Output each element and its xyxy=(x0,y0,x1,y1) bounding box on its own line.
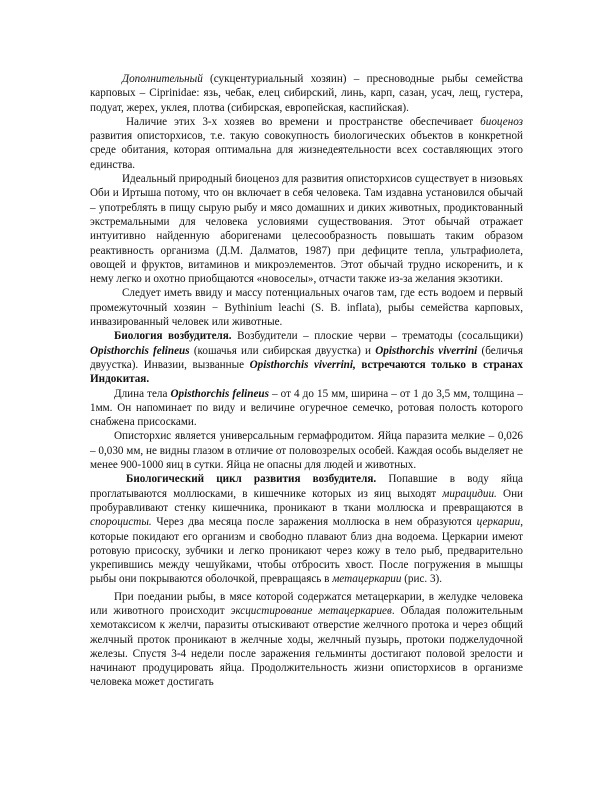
paragraph-text: Наличие этих 3-х хозяев во времени и пространстве обеспечивает xyxy=(126,115,481,128)
paragraph-text: Следует иметь ввиду и массу потенциальных очагов там, где есть водоем и первый промежуточный хозяин − Bythinium leachi (S. B. inflata), рыбы семейства карповых, инвазированный человек или животные. xyxy=(90,287,523,329)
term-metacercariae: метацеркарии xyxy=(332,573,402,586)
paragraph-life-cycle xyxy=(90,472,523,586)
paragraph-text: Возбудители – плоские черви – трематоды (сосальщики) xyxy=(231,330,523,343)
paragraph-text: Они пробуравливают стенку кишечника, проникают в ткани моллюска и превращаются в xyxy=(90,487,523,514)
paragraph-additional-host xyxy=(90,72,523,115)
species-viverrini: Opisthorchis viverrini xyxy=(375,344,478,357)
paragraph-ideal-biocenosis xyxy=(90,172,523,286)
bold-text: встречаются только в странах Индокитая. xyxy=(90,358,524,386)
paragraph-text: Описторхис является универсальным гермафродитом. Яйца паразита мелкие – 0,026 – 0,030 мм, не видны глазом в отличие от половозрелых особей. Каждая особь выделяет не менее 900-1000 яиц в сутки. Яйца не опасны для людей и животных. xyxy=(90,430,523,472)
term-excystation: эксцистирование метацеркариев xyxy=(230,604,392,617)
species-felineus-2: Opisthorchis felineus xyxy=(170,387,269,400)
paragraph-pathogen-biology xyxy=(90,329,523,386)
paragraph-hermaphrodite xyxy=(90,429,523,472)
paragraph-text: Попавшие в воду яйца проглатываются моллюсками, в кишечнике которых из яиц выходят xyxy=(90,473,523,500)
paragraph-fish-consumption xyxy=(90,590,523,690)
paragraph-text: , которые покидают его организм и свободно плавают близ дна водоема. Церкарии имеют ротовую присоску, зубчики и легко проникают через кожу в тело рыб, предварительно укрепившись между чешуйками, чтобы отбросить хвост. После погружения в мышцы рыбы они покрываются оболочкой, превращаясь в xyxy=(90,516,523,586)
heading-life-cycle: Биологический цикл развития возбудителя. xyxy=(126,473,377,486)
term-additional: Дополнительный xyxy=(122,73,203,85)
paragraph-text: – от 4 до 15 мм, ширина – от 1 до 3,5 мм, толщина – 1мм. Он напоминает по виду и величине огуречное семечко, ротовая полость которого снабжена присосками. xyxy=(90,387,523,429)
paragraph-body-length xyxy=(90,387,523,430)
term-sporocysts: спороцисты. xyxy=(90,516,152,529)
document-page xyxy=(90,72,523,690)
species-felineus: Opisthorchis felineus xyxy=(90,344,190,357)
term-miracidia: мирацидии. xyxy=(442,487,497,500)
heading-pathogen-biology: Биология возбудителя. xyxy=(114,330,232,343)
paragraph-text: При поедании рыбы, в мясе которой содержатся метацеркарии, в желудке человека или животного происходит xyxy=(90,590,523,617)
paragraph-text: (рис. 3). xyxy=(401,573,443,586)
paragraph-biocenosis xyxy=(90,115,523,172)
term-biocenosis: биоценоз xyxy=(480,115,523,128)
species-viverrini-2: Opisthorchis viverrini, xyxy=(249,358,356,371)
term-cercariae: церкарии xyxy=(476,516,521,529)
paragraph-text: Через два месяца после заражения моллюска в нем образуются xyxy=(151,516,477,529)
paragraph-text: Идеальный природный биоценоз для развития описторхисов существует в низовьях Оби и Иртыша потому, что он включает в себя человека. Там издавна установился обычай – употреблять в пищу сырую рыбу и мясо домашних и диких животных, продиктованный экстремальными для человека условиями существования. Этот обычай отражает интуитивно найденную аборигенами целесообразность повышать таким образом реактивность организма (Д.М. Далматов, 1987) при дефиците тепла, ультрафиолета, овощей и фруктов, витаминов и микроэлементов. Этот обычай трудно искоренить, и к нему легко и охотно приобщаются «новоселы», отчасти также из-за желания экзотики. xyxy=(90,173,523,286)
paragraph-text: . Обладая положительным хемотаксисом к желчи, паразиты отыскивают отверстие желчного протока и через общий желчный проток проникают в желчные ходы, желчный пузырь, протоки поджелудочной железы. Спустя 3-4 недели после заражения гельминты достигают половой зрелости и начинают продуцировать яйца. Продолжительность жизни описторхисов в организме человека может достигать xyxy=(90,604,524,689)
paragraph-text: Длина тела xyxy=(114,387,171,400)
paragraph-text: (беличья двуустка). Инвазии, вызванные xyxy=(90,344,524,371)
paragraph-text: (сукцентуриальный хозяин) – пресноводные рыбы семейства карповых – Ciprinidae: язь, чебак, елец сибирский, линь, карп, сазан, усач, лещ, густера, подуат, жерех, уклея, плотва (сибирская, европейская, каспийская). xyxy=(90,73,523,114)
paragraph-potential-foci xyxy=(90,286,523,329)
paragraph-text: (кошачья или сибирская двуустка) и xyxy=(189,344,376,357)
paragraph-text: развития описторхисов, т.е. такую совокупность биологических объектов в конкретной среде обитания, которая оптимальна для жизнедеятельности всех составляющих этого единства. xyxy=(90,130,523,171)
